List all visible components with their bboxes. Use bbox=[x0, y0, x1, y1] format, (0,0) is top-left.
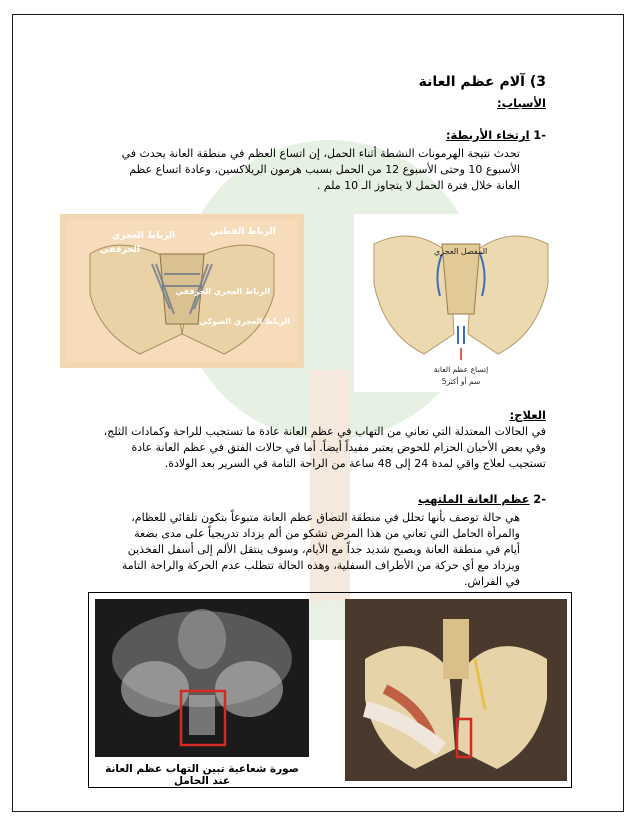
label-five-cm: 5سم أو أكثر bbox=[441, 377, 481, 386]
treatment-body bbox=[86, 424, 546, 472]
section2-body bbox=[100, 510, 520, 590]
label-sacrospinous: الرباط العجزي الشوكي bbox=[199, 317, 290, 326]
pelvis-ligaments-drawing bbox=[60, 214, 304, 368]
section1-line: الأسبوع 10 وحتى الأسبوع 12 من الحمل بسبب هرمون الريلاكسين، وعادة اتساع عظم bbox=[129, 163, 520, 176]
treatment-line: تستجيب لعلاج واقي لمدة 24 إلى 48 ساعة من الراحة التامة في السرير بعد الولادة. bbox=[164, 457, 546, 470]
section1-number: -1 bbox=[533, 128, 546, 142]
pelvis-model-drawing bbox=[345, 599, 567, 781]
xray-caption: صورة شعاعية تبين التهاب عظم العانة عند الحامل bbox=[105, 763, 299, 787]
pelvis-ligaments-figure bbox=[60, 214, 304, 368]
label-iliac: الحرقفي bbox=[100, 245, 141, 255]
section1-body bbox=[100, 146, 520, 194]
section2-header bbox=[418, 492, 546, 506]
xray-image bbox=[95, 599, 309, 757]
treatment-line: وفي بعض الأحيان الحزام للحوض يعتبر مفيداً أيضاً. أما في حالات الفتق في عظم العانة عادة bbox=[131, 441, 546, 454]
section2-line: في الفراش. bbox=[464, 575, 520, 588]
section2-line: أيام في منطقة العانة ويصبح شديد جداً مع الأيام، وسوف ينتقل الألم إلى أسفل الفخذين bbox=[127, 543, 520, 556]
treatment-line: في الحالات المعتدلة التي تعاني من التهاب في عظم العانة عادة ما تستجيب للراحة وكمادات الثلج، bbox=[103, 425, 546, 438]
section1-heading: ارتخاء الأربطة: bbox=[445, 128, 530, 142]
section2-line: ويزداد مع أي حركة من الأطراف السفلية، وهذه الحالة تتطلب عدم الحركة والراحة التامة bbox=[121, 559, 520, 572]
causes-heading: الأسباب: bbox=[497, 96, 546, 110]
section1-header bbox=[446, 128, 546, 142]
treatment-heading: العلاج: bbox=[509, 408, 546, 422]
pelvis-model-photo bbox=[345, 599, 567, 781]
label-sacroiliac-iliac: الرباط العجزي الحرقفي bbox=[175, 287, 270, 296]
section2-heading: عظم العانة الملتهب bbox=[417, 492, 530, 506]
label-sacroiliac: الرباط العجزي bbox=[112, 231, 176, 241]
section2-line: هي حالة توصف بأنها تحلل في منطقة التصاق عظم العانة متبوعاً بتكون تلقائي للعظام، bbox=[131, 511, 520, 524]
pelvis-widening-drawing bbox=[354, 214, 568, 392]
label-lumbar: الرباط القطني bbox=[210, 227, 276, 237]
section2-line: والمرأة الحامل التي تعاني من هذا المرض تشكو من ألم يزداد تدريجياً على مدى بضعة bbox=[134, 527, 520, 540]
section1-line: تحدث نتيجة الهرمونات النشطة أثناء الحمل، إن اتساع العظم في منطقة العانة يحدث في bbox=[121, 147, 520, 160]
pelvis-widening-figure bbox=[354, 214, 568, 392]
section1-line: العانة خلال فترة الحمل لا يتجاوز الـ 10 ملم . bbox=[316, 179, 520, 192]
section2-number: -2 bbox=[533, 492, 546, 506]
xray-drawing bbox=[95, 599, 309, 757]
label-symphysis-widening: إتساع عظم العانة bbox=[433, 365, 489, 374]
page-title: 3) آلام عظم العانة bbox=[418, 74, 546, 90]
label-sacroiliac-joint: المفصل العجزي bbox=[434, 247, 488, 256]
photo-panel bbox=[88, 592, 572, 788]
